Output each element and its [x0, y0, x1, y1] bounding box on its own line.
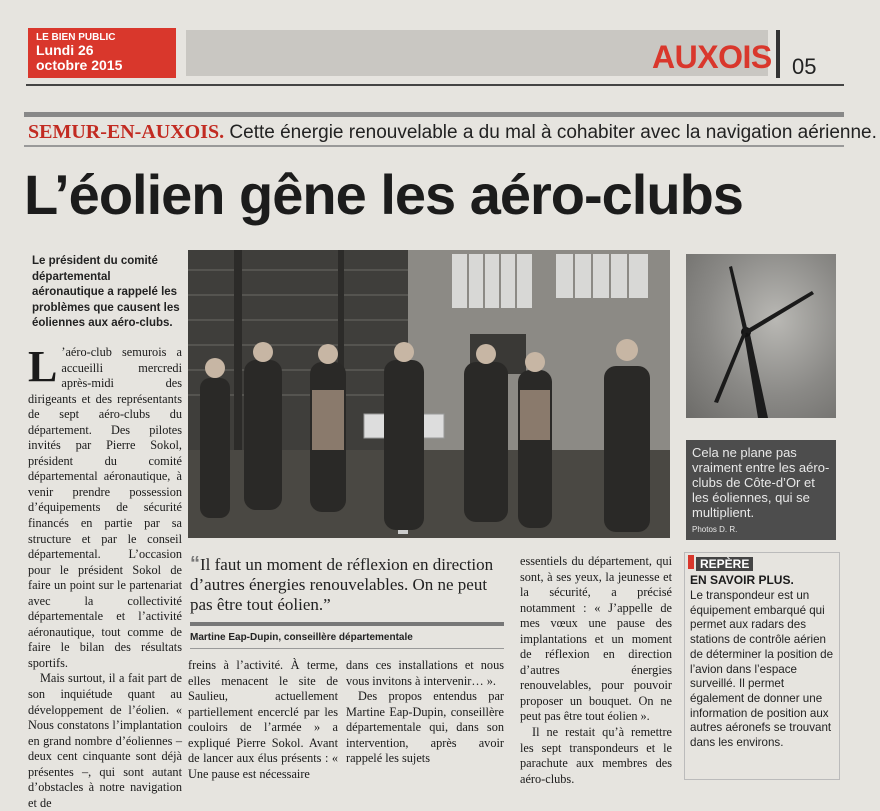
- repere-header: [688, 555, 836, 569]
- caption-text: Cela ne plane pas vraiment entre les aéro-clubs de Côte-d’Or et les éoliennes, qui se multiplient.: [692, 445, 830, 520]
- newspaper-name: LE BIEN PUBLIC: [36, 32, 116, 43]
- masthead-date-box: [28, 28, 176, 78]
- article-column-2: [188, 658, 338, 782]
- wind-turbine-illustration: [686, 254, 836, 418]
- quote-author: Martine Eap-Dupin, conseillère départementale: [190, 632, 413, 643]
- headline: L’éolien gêne les aéro-clubs: [24, 163, 743, 226]
- drop-cap: L: [28, 342, 58, 391]
- col3-paragraph-2: Des propos entendus par Martine Eap-Dupin, conseillère départementale qui, dans son intervention, après avoir rappelé les sujets: [346, 689, 504, 766]
- article-column-4: [520, 554, 672, 787]
- lead-paragraph: Le président du comité départemental aéronautique a rappelé les problèmes que causent les éoliennes aux aéro-clubs.: [32, 255, 180, 330]
- date-line-1: Lundi 26: [36, 42, 94, 58]
- quote-text: Il faut un moment de réflexion en direction d’autres énergies renouvelables. On ne peut pas être tout éolien.: [190, 555, 494, 614]
- quote-rule-bottom: [190, 648, 504, 649]
- masthead-separator: [776, 30, 780, 78]
- section-name: AUXOIS: [652, 39, 772, 75]
- repere-subtitle: EN SAVOIR PLUS.: [690, 573, 794, 587]
- kicker-text: Cette énergie renouvelable a du mal à cohabiter avec la navigation aérienne.: [224, 122, 877, 143]
- pull-quote: [190, 554, 510, 615]
- col1-paragraph-1: ’aéro-club semurois a accueilli mercredi après-midi des dirigeants et des représentants de sept aéro-clubs du département. Des pilotes invités par Pierre Sokol, président du comité départemental aéronautique, à venir prendre possession d’équipements de sécurité financés en partie par sa structure et par le conseil départemental. L’occasion pour le président Sokol de faire un point sur le partenariat avec la collectivité départementale et l’activité aéronautique, tout comme de faire le bilan des résultats sportifs.: [28, 345, 182, 670]
- photo-caption: [686, 440, 836, 540]
- repere-tag: REPÈRE: [696, 557, 753, 571]
- col4-paragraph-2: Il ne restait qu’à remettre les sept transpondeurs et le parachute aux membres des aéro-clubs.: [520, 725, 672, 786]
- col2-paragraph: freins à l’activité. À terme, elles menacent le site de Saulieu, actuellement partiellement encerclé par les couloirs de l’armée » a expliqué Pierre Sokol. Avant de lancer aux élus présents : « Une pause est nécessaire: [188, 658, 338, 781]
- repere-accent-bar: [688, 555, 694, 569]
- quote-close-mark: ”: [323, 595, 331, 614]
- photo-credit: Photos D. R.: [692, 525, 738, 534]
- ceremony-photo-illustration: [188, 250, 670, 538]
- quote-rule: [190, 622, 504, 626]
- kicker-underline: [24, 145, 844, 147]
- col1-paragraph-2: Mais surtout, il a fait part de son inquiétude quant au développement de l’éolien. « Nous constatons l’implantation en grand nombre d’éoliennes – deux cent cinquante sont déjà présentes –, qui sont autant d’obstacles à notre navigation et de: [28, 671, 182, 810]
- col3-paragraph-1: dans ces installations et nous vous invitons à intervenir… ».: [346, 658, 504, 688]
- ceremony-photo: [188, 250, 670, 538]
- quote-open-mark: “: [190, 553, 200, 575]
- page-number: 05: [792, 54, 817, 79]
- article-column-1: [28, 342, 182, 811]
- kicker-place: SEMUR-EN-AUXOIS.: [28, 121, 225, 143]
- kicker-rule: [24, 112, 844, 117]
- repere-body: Le transpondeur est un équipement embarqué qui permet aux radars des stations de contrôle aérien de déterminer la position de l’avion dans l’espace surveillé. Il permet également de donner une information de position aux autres aéronefs se trouvant dans les environs.: [690, 589, 834, 750]
- col4-paragraph-1: essentiels du département, qui sont, à ses yeux, la jeunesse et la sécurité, a précisé notamment : « J’appelle de mes vœux une pause des implantations et un moment de réflexion en direction d’autres énergies renouvelables, pour pouvoir proposer un bouquet. On ne peut pas être tout éolien ».: [520, 554, 672, 724]
- article-column-3: [346, 658, 504, 767]
- date-line-2: octobre 2015: [36, 57, 123, 73]
- masthead-rule: [26, 84, 844, 86]
- wind-turbine-photo: [686, 254, 836, 418]
- kicker: [28, 120, 877, 145]
